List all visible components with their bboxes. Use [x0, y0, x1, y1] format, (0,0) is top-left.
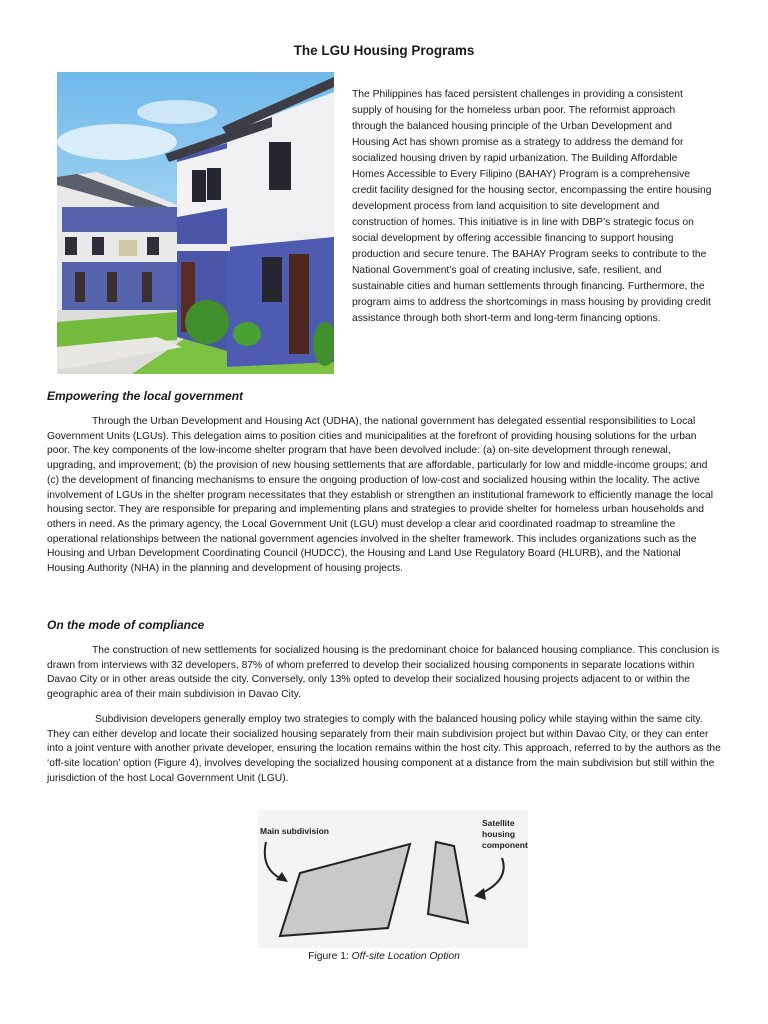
figure-label-satellite-1: Satellite: [482, 818, 515, 828]
offsite-location-diagram: [258, 810, 528, 948]
figure-label-satellite-3: component: [482, 840, 528, 850]
section-heading-compliance: On the mode of compliance: [47, 618, 205, 632]
intro-paragraph: [352, 87, 712, 327]
body-paragraph: The construction of new settlements for socialized housing is the predominant choice for balanced housing compliance. This conclusion is drawn from interviews with 32 developers, 87% of whom preferred to develop their socialized housing components in separate locations within Davao City or in other areas outside the city. Conversely, only 13% opted to develop their socialized housing projects adjacent to or within the geographic area of their main subdivision in Davao City.: [47, 645, 720, 701]
body-paragraph: Through the Urban Development and Housing Act (UDHA), the national government has delegated essential responsibilities to Local Government Units (LGUs). This delegation aims to position cities and municipalities at the forefront of providing housing solutions for the urban poor. The key components of the low-income shelter program that have been devolved include: (a) on-site development through renewal, upgrading, and improvement; (b) the provision of new housing settlements that are affordable, particularly for low and middle-income groups; and (c) the development of financing mechanisms to ensure the ongoing production of low-cost and socialized housing within the locality. The active involvement of LGUs in the shelter program necessitates that they establish or strengthen an institutional framework to efficiently manage the local housing sector. They are responsible for preparing and implementing plans and strategies to provide shelter for homeless urban households and others in need. As the primary agency, the Local Government Unit (LGU) must develop a clear and coordinated roadmap to streamline the operational relationships between the national government agencies involved in the shelter framework. This includes organizations such as the Housing and Urban Development Coordinating Council (HUDCC), the Housing and Land Use Regulatory Board (HLURB), and the National Housing Authority (NHA) in the planning and development of housing projects.: [47, 416, 714, 575]
figure-caption: [0, 951, 768, 962]
figure-label-satellite-2: housing: [482, 829, 516, 839]
main-subdivision-shape: [280, 844, 410, 936]
housing-photo: [57, 72, 334, 374]
page-title: The LGU Housing Programs: [293, 43, 475, 58]
intro-text: The Philippines has faced persistent challenges in providing a consistent supply of housing for the homeless urban poor. The reformist approach through the balanced housing principle of the Urban Development and Housing Act has shown promise as a strategy to address the demand for socialized housing driven by rapid urbanization. The Building Affordable Homes Accessible to Every Filipino (BAHAY) Program is a comprehensive credit facility designed for the housing sector, encompassing the entire housing development process from land acquisition to site development and construction of homes. This initiative is in line with DBP’s strategic focus on social development by offering accessible financing to support housing production and secure tenure. The BAHAY Program seeks to contribute to the National Government’s goal of creating inclusive, safe, resilient, and sustainable cities and human settlements through financing. Furthermore, the program aims to address the shortcomings in mass housing by providing credit assistance through both short-term and long-term financing options.: [352, 89, 712, 324]
figure-caption-title: Off-site Location Option: [351, 951, 460, 962]
satellite-housing-shape: [428, 842, 468, 923]
figure-caption-prefix: Figure 1:: [308, 951, 352, 962]
figure-label-main: Main subdivision: [260, 826, 329, 836]
body-paragraph: Subdivision developers generally employ two strategies to comply with the balanced housing policy while staying within the same city. They can either develop and locate their socialized housing separately from their main subdivision project but within Davao City, or they can enter into a joint venture with another private developer, ensuring the location remains within the host city. This approach, referred to by the authors as the ‘off-site location’ option (Figure 4), involves developing the socialized housing component at a distance from the main subdivision but still within the jurisdiction of the host Local Government Unit (LGU).: [47, 714, 721, 784]
section-heading-empowering: Empowering the local government: [47, 389, 244, 403]
